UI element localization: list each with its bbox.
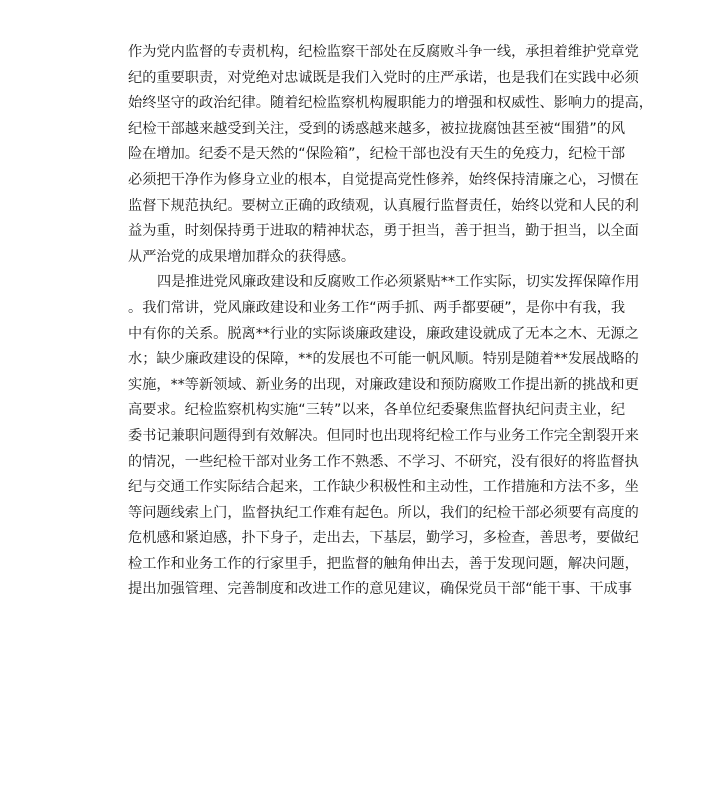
text-line: 必须把干净作为修身立业的根本，自觉提高党性修养，始终保持清廉之心，习惯在 (128, 171, 639, 188)
text-line: 提出加强管理、完善制度和改进工作的意见建议，确保党员干部“能干事、干成事 (128, 581, 632, 598)
text-line: 险在增加。纪委不是天然的“保险箱”，纪检干部也没有天生的免疫力，纪检干部 (128, 146, 626, 163)
text-line: 的情况，一些纪检干部对业务工作不熟悉、不学习、不研究，没有很好的将监督执 (128, 453, 639, 470)
text-line: 。我们常讲，党风廉政建设和业务工作“两手抓、两手都要硬”，是你中有我，我 (128, 299, 626, 316)
text-line: 水；缺少廉政建设的保障，**的发展也不可能一帆风顺。特别是随着**发展战略的 (128, 351, 639, 368)
text-line: 从严治党的成果增加群众的获得感。 (128, 248, 356, 265)
text-line: 纪与交通工作实际结合起来，工作缺少积极性和主动性，工作措施和方法不多，坐 (128, 479, 639, 496)
document-page (128, 40, 653, 603)
text-line: 四是推进党风廉政建设和反腐败工作必须紧贴**工作实际，切实发挥保障作用 (157, 274, 640, 291)
text-line: 益为重，时刻保持勇于进取的精神状态，勇于担当，善于担当，勤于担当，以全面 (128, 223, 639, 240)
text-line: 危机感和紧迫感，扑下身子，走出去，下基层，勤学习，多检查，善思考，要做纪 (128, 530, 639, 547)
text-line: 实施，**等新领域、新业务的出现，对廉政建设和预防腐败工作提出新的挑战和更 (128, 376, 639, 393)
text-line: 纪检干部越来越受到关注，受到的诱惑越来越多，被拉拢腐蚀甚至被“围猎”的风 (128, 120, 626, 137)
text-line: 中有你的关系。脱离**行业的实际谈廉政建设，廉政建设就成了无本之木、无源之 (128, 325, 639, 342)
text-line: 纪的重要职责，对党绝对忠诚既是我们入党时的庄严承诺，也是我们在实践中必须 (128, 69, 639, 86)
text-line: 高要求。纪检监察机构实施“三转”以来，各单位纪委聚焦监督执纪问责主业，纪 (128, 402, 626, 419)
text-line: 始终坚守的政治纪律。随着纪检监察机构履职能力的增强和权威性、影响力的提高， (128, 95, 653, 112)
text-line: 委书记兼职问题得到有效解决。但同时也出现将纪检工作与业务工作完全割裂开来 (128, 427, 639, 444)
paragraph-1 (128, 40, 653, 270)
paragraph-2 (128, 270, 640, 603)
text-line: 检工作和业务工作的行家里手，把监督的触角伸出去，善于发现问题，解决问题， (128, 555, 639, 572)
text-line: 作为党内监督的专责机构，纪检监察干部处在反腐败斗争一线，承担着维护党章党 (128, 44, 639, 60)
text-line: 等问题线索上门，监督执纪工作难有起色。所以，我们的纪检干部必须要有高度的 (128, 504, 639, 521)
text-line: 监督下规范执纪。要树立正确的政绩观，认真履行监督责任，始终以党和人民的利 (128, 197, 639, 214)
